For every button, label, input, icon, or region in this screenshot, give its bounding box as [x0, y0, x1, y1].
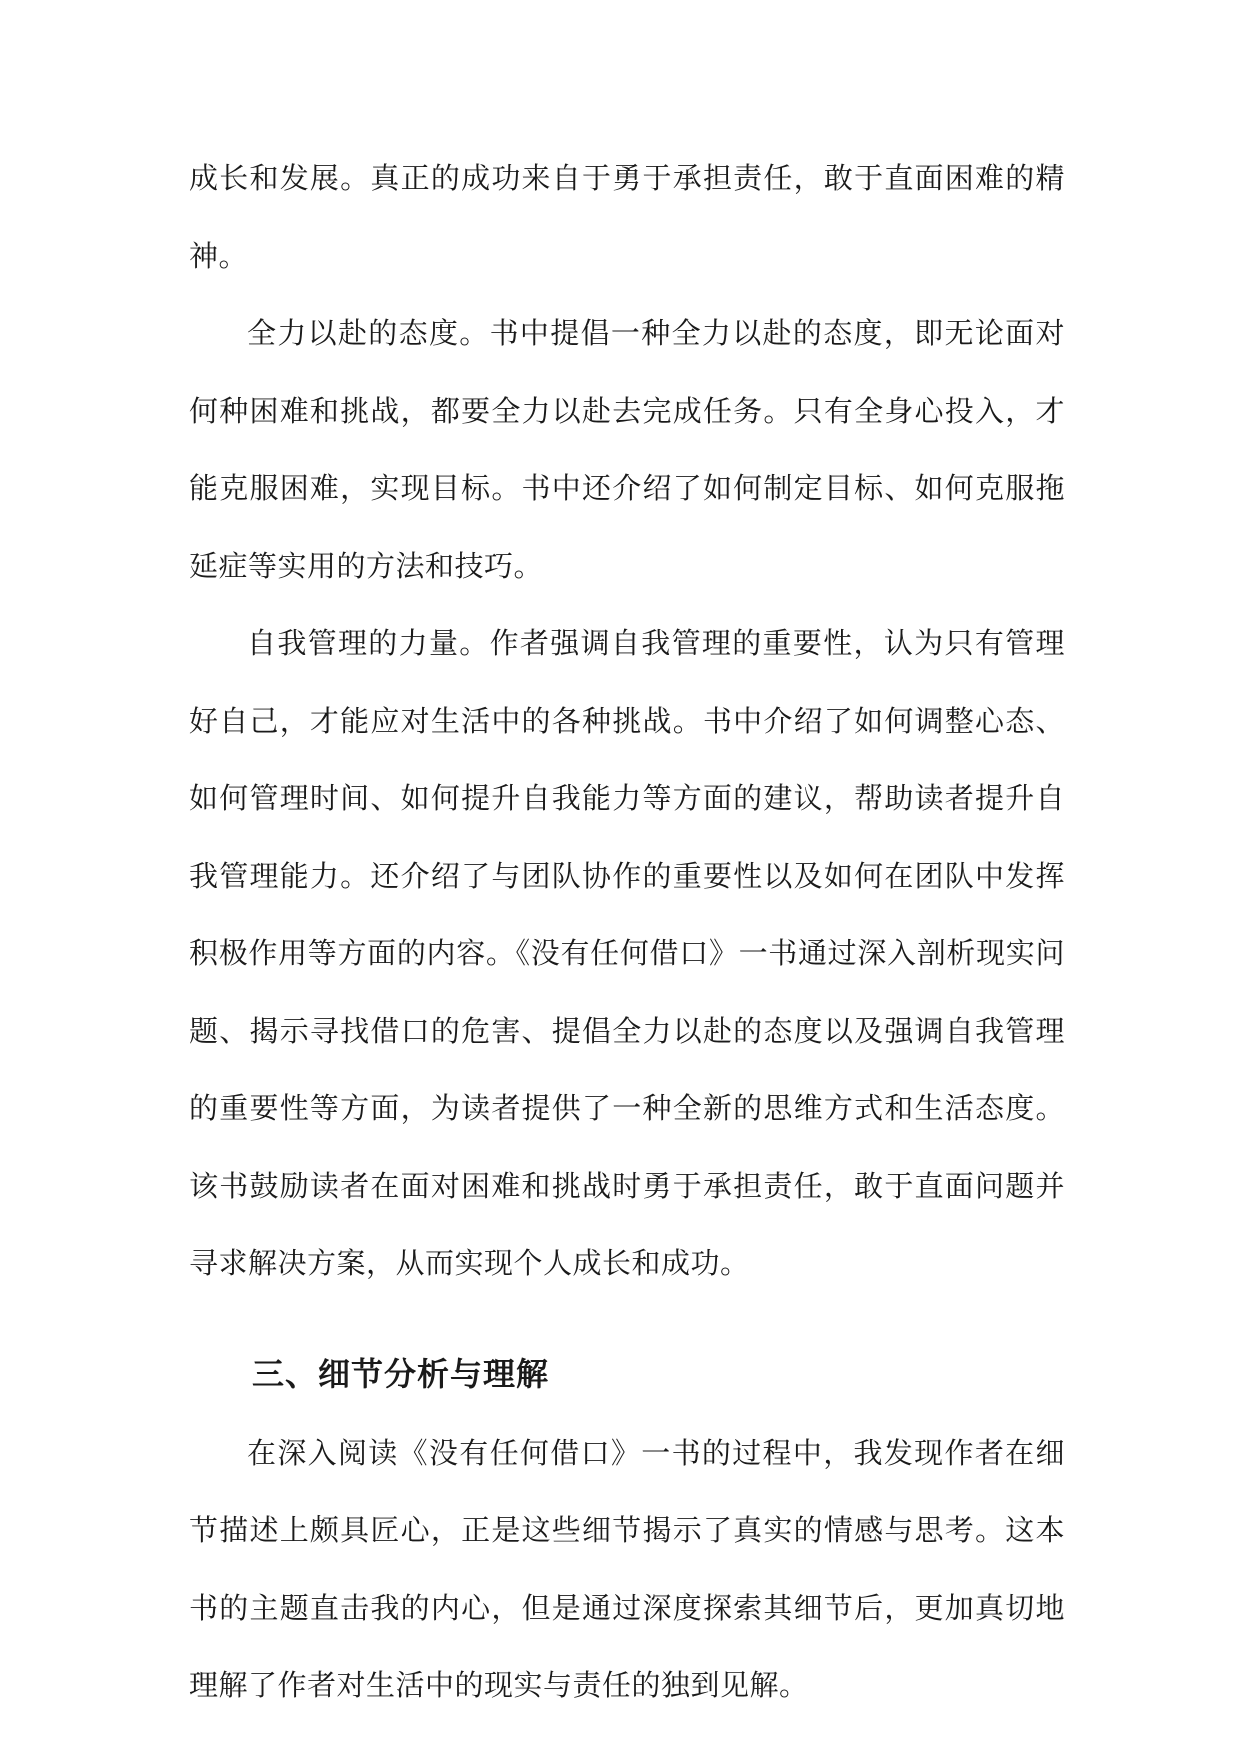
document-page: [189, 140, 1065, 1725]
paragraph-continuation: 成长和发展。真正的成功来自于勇于承担责任，敢于直面困难的精神。: [189, 161, 1065, 273]
paragraph-self-management: 自我管理的力量。作者强调自我管理的重要性，认为只有管理好自己，才能应对生活中的各种挑战。书中介绍了如何调整心态、如何管理时间、如何提升自我能力等方面的建议，帮助读者提升自我管理能力。还介绍了与团队协作的重要性以及如何在团队中发挥积极作用等方面的内容。《没有任何借口》一书通过深入剖析现实问题、揭示寻找借口的危害、提倡全力以赴的态度以及强调自我管理的重要性等方面，为读者提供了一种全新的思维方式和生活态度。该书鼓励读者在面对困难和挑战时勇于承担责任，敢于直面问题并寻求解决方案，从而实现个人成长和成功。: [189, 626, 1065, 1280]
paragraph-detail-reading: 在深入阅读《没有任何借口》一书的过程中，我发现作者在细节描述上颇具匠心，正是这些细节揭示了真实的情感与思考。这本书的主题直击我的内心，但是通过深度探索其细节后，更加真切地理解了作者对生活中的现实与责任的独到见解。: [189, 1435, 1065, 1702]
paragraph-full-effort-attitude: 全力以赴的态度。书中提倡一种全力以赴的态度，即无论面对何种困难和挑战，都要全力以赴去完成任务。只有全身心投入，才能克服困难，实现目标。书中还介绍了如何制定目标、如何克服拖延症等实用的方法和技巧。: [189, 316, 1065, 583]
section-heading-detail-analysis: 三、细节分析与理解: [252, 1354, 550, 1393]
